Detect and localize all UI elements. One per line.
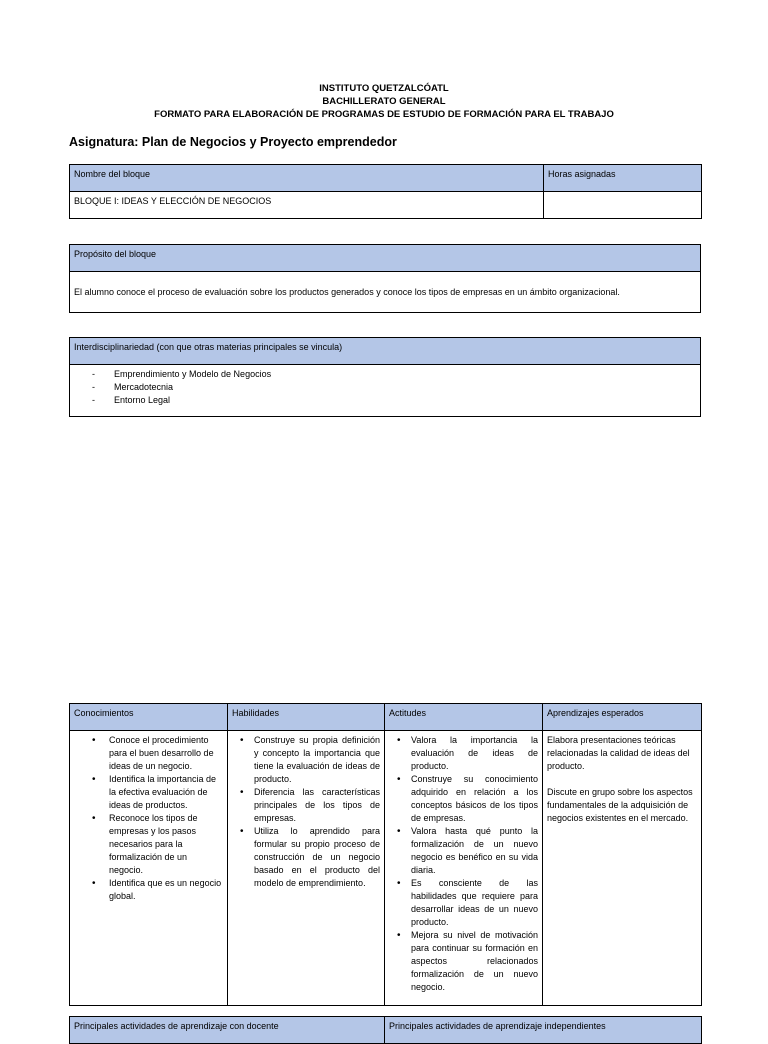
conocimientos-header: Conocimientos: [70, 704, 228, 731]
purpose-table: [69, 244, 701, 313]
habilidades-cell: [228, 731, 385, 1006]
independent-activities-header: Principales actividades de aprendizaje independientes: [385, 1017, 702, 1044]
aprendizajes-paragraph-1: Elabora presentaciones teóricas relacionadas la calidad de ideas del producto.: [547, 735, 690, 771]
list-item: • Identifica que es un negocio global.: [92, 877, 223, 903]
list-item: - Emprendimiento y Modelo de Negocios: [92, 368, 696, 381]
list-item: • Valora la importancia la evaluación de ideas de producto.: [397, 734, 538, 773]
list-item: - Entorno Legal: [92, 394, 696, 407]
conocimientos-cell: [70, 731, 228, 1006]
habilidades-list: [232, 734, 380, 890]
interdisciplinarity-cell: [70, 365, 701, 417]
actitudes-list: [389, 734, 538, 994]
purpose-header: Propósito del bloque: [70, 245, 701, 272]
aprendizajes-cell: [543, 731, 702, 1006]
habilidades-header: Habilidades: [228, 704, 385, 731]
interdisciplinarity-header: Interdisciplinariedad (con que otras materias principales se vincula): [70, 338, 701, 365]
conocimientos-list: [74, 734, 223, 903]
subjects-list: [74, 368, 696, 407]
list-item: • Identifica la importancia de la efectiva evaluación de ideas de productos.: [92, 773, 223, 812]
list-item: • Es consciente de las habilidades que requiere para desarrollar ideas de un nuevo producto.: [397, 877, 538, 929]
activities-table: [69, 1016, 702, 1044]
list-item: • Diferencia las características principales de los tipos de empresas.: [240, 786, 380, 825]
institution-name: INSTITUTO QUETZALCÓATL: [319, 83, 449, 94]
block-table: [69, 164, 702, 219]
block-name-cell: BLOQUE I: IDEAS Y ELECCIÓN DE NEGOCIOS: [70, 192, 544, 219]
document-header: [0, 82, 768, 121]
hours-header: Horas asignadas: [544, 165, 702, 192]
actitudes-cell: [385, 731, 543, 1006]
list-item: • Construye su propia definición y concepto la importancia que tiene la evaluación de ideas de producto.: [240, 734, 380, 786]
block-name-header: Nombre del bloque: [70, 165, 544, 192]
list-item: • Valora hasta qué punto la formalización de un nuevo negocio es benéfico en su vida diaria.: [397, 825, 538, 877]
aprendizajes-paragraph-2: Discute en grupo sobre los aspectos fundamentales de la adquisición de negocios existentes en el mercado.: [547, 787, 693, 823]
format-title: FORMATO PARA ELABORACIÓN DE PROGRAMAS DE ESTUDIO DE FORMACIÓN PARA EL TRABAJO: [154, 109, 614, 120]
aprendizajes-header: Aprendizajes esperados: [543, 704, 702, 731]
purpose-text: El alumno conoce el proceso de evaluación sobre los productos generados y conoce los tipos de empresas en un ámbito organizacional.: [70, 272, 701, 313]
list-item: - Mercadotecnia: [92, 381, 696, 394]
list-item: • Mejora su nivel de motivación para continuar su formación en aspectos relacionados formalización de un nuevo negocio.: [397, 929, 538, 994]
list-item: • Utiliza lo aprendido para formular su propio proceso de construcción de un negocio basado en el producto del modelo de emprendimiento.: [240, 825, 380, 890]
actitudes-header: Actitudes: [385, 704, 543, 731]
list-item: • Construye su conocimiento adquirido en relación a los conceptos básicos de los tipos de empresas.: [397, 773, 538, 825]
interdisciplinarity-table: [69, 337, 701, 417]
program-level: BACHILLERATO GENERAL: [322, 96, 446, 107]
subject-title: Asignatura: Plan de Negocios y Proyecto emprendedor: [69, 135, 397, 149]
list-item: • Reconoce los tipos de empresas y los pasos necesarios para la formalización de un negocio.: [92, 812, 223, 877]
competencies-table: [69, 703, 702, 1006]
list-item: • Conoce el procedimiento para el buen desarrollo de ideas de un negocio.: [92, 734, 223, 773]
hours-cell: [544, 192, 702, 219]
teacher-activities-header: Principales actividades de aprendizaje con docente: [70, 1017, 385, 1044]
